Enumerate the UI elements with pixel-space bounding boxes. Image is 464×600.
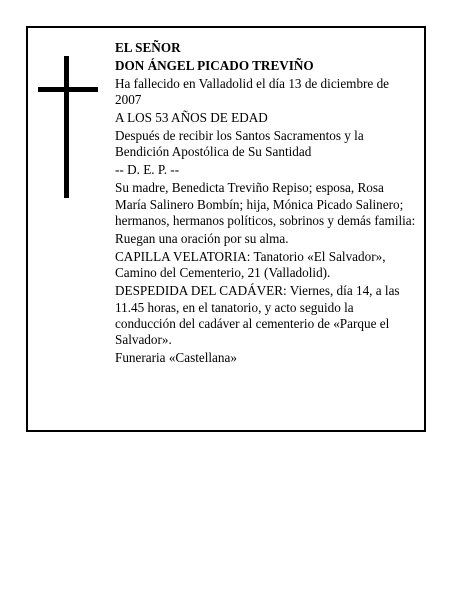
farewell-text: Viernes, día 14, a las 11.45 horas, en el tanatorio, y acto seguido la conducción del cadáver al cementerio de «Parque el Salvador». (115, 283, 400, 348)
farewell-label: DESPEDIDA DEL CADÁVER: (115, 283, 287, 299)
deceased-name: DON ÁNGEL PICADO TREVIÑO (115, 57, 314, 73)
funeral-home: Funeraria «Castellana» (115, 350, 237, 366)
age-line: A LOS 53 AÑOS DE EDAD (115, 110, 268, 126)
family-line: Su madre, Benedicta Treviño Repiso; esposa, Rosa María Salinero Bombín; hija, Mónica Picado Salinero; hermanos, hermanos políticos, sobrinos y demás familia: (115, 180, 416, 229)
farewell-info (115, 283, 417, 349)
rip-line: -- D. E. P. -- (115, 162, 180, 178)
obituary-notice (26, 26, 426, 432)
prayer-request: Ruegan una oración por su alma. (115, 230, 289, 246)
sacraments-line: Después de recibir los Santos Sacramentos y la Bendición Apostólica de Su Santidad (115, 128, 364, 160)
cross-icon (38, 56, 98, 198)
cross-horizontal-bar (38, 87, 98, 92)
cross-vertical-bar (64, 56, 69, 198)
chapel-info (115, 249, 417, 282)
title-line-1: EL SEÑOR (115, 40, 181, 55)
chapel-text: Tanatorio «El Salvador», Camino del Cementerio, 21 (Valladolid). (115, 248, 386, 281)
chapel-label: CAPILLA VELATORIA: (115, 248, 251, 264)
notice-body (115, 40, 417, 368)
death-info: Ha fallecido en Valladolid el día 13 de diciembre de 2007 (115, 75, 390, 108)
